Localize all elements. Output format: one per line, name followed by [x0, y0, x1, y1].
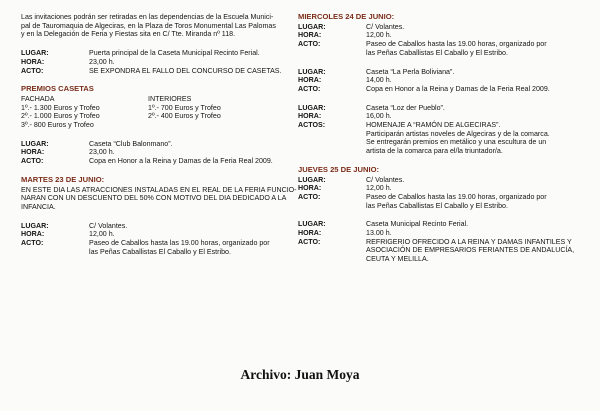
hora-label: HORA:: [298, 76, 322, 85]
hora-label: HORA:: [21, 57, 45, 66]
acto-value: [366, 193, 574, 210]
miercoles-heading: MIERCOLES 24 DE JUNIO:: [298, 12, 395, 21]
left-column: [21, 13, 297, 266]
acto-line: las Peñas Caballistas El Caballo y El Estribo.: [366, 201, 508, 210]
lugar-value: C/ Volantes.: [366, 175, 405, 184]
lugar-value: C/ Volantes.: [366, 22, 405, 31]
acto-value: Copa en Honor a la Reina y Damas de la Feria Real 2009.: [366, 84, 550, 93]
hora-label: HORA:: [298, 31, 322, 40]
lugar-label: LUGAR:: [298, 220, 326, 229]
hora-label: HORA:: [21, 230, 45, 239]
acto-line: Participarán artistas noveles de Algeciras y de la comarca.: [366, 129, 550, 138]
right-column: [298, 13, 574, 274]
martes-line: NARAN CON UN DESCUENTO DEL 50% CON MOTIVO DEL DIA DEDICADO A LA: [21, 194, 287, 203]
hora-value: 14,00 h.: [366, 76, 392, 85]
hora-label: HORA:: [298, 184, 322, 193]
hora-label: HORA:: [298, 229, 322, 238]
jueves-heading: JUEVES 25 DE JUNIO:: [298, 164, 380, 174]
event-block-miercoles-paseo: [298, 23, 574, 58]
acto-line: artista de la comarca para el/la triuntador/a.: [366, 147, 503, 156]
acto-label: ACTO:: [298, 40, 321, 49]
acto-line: Se entregarán premios en metálico y una escultura de un: [366, 138, 547, 147]
acto-line: las Peñas Caballistas El Caballo y El Estribo.: [89, 247, 231, 256]
acto-value: [366, 40, 574, 57]
acto-label: ACTO:: [21, 157, 44, 166]
intro-paragraph: [21, 13, 275, 39]
acto-label: ACTO:: [298, 237, 321, 246]
interiores-title: INTERIORES: [148, 94, 192, 103]
acto-line: REFRIGERIO OFRECIDO A LA REINA Y DAMAS INFANTILES Y: [366, 237, 572, 246]
lugar-label: LUGAR:: [298, 175, 326, 184]
hora-value: 23,00 h.: [89, 148, 115, 157]
fachada-prize: 3º.- 800 Euros y Trofeo: [21, 121, 94, 130]
acto-label: ACTO:: [298, 84, 321, 93]
premios-casetas-heading: PREMIOS CASETAS: [21, 84, 94, 94]
lugar-label: LUGAR:: [298, 67, 326, 76]
event-block-refrigerio: [298, 220, 574, 264]
martes-paragraph: [21, 185, 297, 212]
acto-line: HOMENAJE A “RAMÓN DE ALGECIRAS”.: [366, 121, 501, 130]
fachada-prize: 1º.- 1.300 Euros y Trofeo: [21, 103, 100, 112]
acto-value: [366, 238, 574, 264]
acto-value: [366, 121, 574, 156]
event-block-loz-der-pueblo: [298, 104, 574, 156]
martes-heading: MARTES 23 DE JUNIO:: [21, 174, 105, 184]
acto-label: ACTO:: [21, 66, 44, 75]
intro-line: pal de Tauromaquia de Algeciras, en la Plaza de Toros Monumental Las Palomas: [21, 21, 276, 30]
acto-line: CEUTA Y MELILLA.: [366, 255, 429, 264]
fachada-title: FACHADA: [21, 94, 55, 103]
lugar-label: LUGAR:: [21, 139, 49, 148]
acto-line: Paseo de Caballos hasta las 19.00 horas, organizado por: [366, 192, 547, 201]
fachada-column: [21, 95, 148, 130]
interiores-prize: 2º.- 400 Euros y Trofeo: [148, 112, 221, 121]
lugar-label: LUGAR:: [21, 221, 49, 230]
lugar-value: Puerta principal de la Caseta Municipal Recinto Ferial.: [89, 49, 260, 58]
lugar-label: LUGAR:: [21, 49, 49, 58]
hora-value: 16,00 h.: [366, 112, 392, 121]
prizes-table: [21, 95, 275, 130]
actos-label: ACTOS:: [298, 121, 326, 130]
hora-value: 12,00 h.: [366, 31, 392, 40]
acto-value: [89, 239, 275, 256]
hora-value: 23,00 h.: [89, 57, 115, 66]
hora-label: HORA:: [298, 112, 322, 121]
acto-label: ACTO:: [21, 239, 44, 248]
event-block-martes-paseo: [21, 222, 275, 257]
event-block-perla-boliviana: [298, 68, 574, 94]
lugar-value: C/ Volantes.: [89, 221, 128, 230]
interiores-prize: 1º.- 700 Euros y Trofeo: [148, 103, 221, 112]
lugar-label: LUGAR:: [298, 103, 326, 112]
lugar-value: Caseta “Club Balonmano”.: [89, 139, 173, 148]
hora-value: 12,00 h.: [89, 230, 115, 239]
lugar-value: Caseta “Loz der Pueblo”.: [366, 103, 445, 112]
hora-label: HORA:: [21, 148, 45, 157]
intro-line: Las invitaciones podrán ser retiradas en las dependencias de la Escuela Munici-: [21, 13, 274, 21]
interiores-column: [148, 95, 275, 130]
event-block-club-balonmano: [21, 140, 275, 166]
intro-line: y en la Delegación de Feria y Fiestas sita en C/ Tte. Miranda nº 118.: [21, 30, 236, 39]
fachada-prize: 2º.- 1.000 Euros y Trofeo: [21, 112, 100, 121]
acto-label: ACTO:: [298, 192, 321, 201]
lugar-value: Caseta Municipal Recinto Ferial.: [366, 220, 469, 229]
martes-line: EN ESTE DIA LAS ATRACCIONES INSTALADAS EN EL REAL DE LA FERIA FUNCIO-: [21, 185, 297, 194]
acto-line: las Peñas Caballistas El Caballo y El Estribo.: [366, 48, 508, 57]
event-block-caseta-municipal: [21, 49, 282, 75]
acto-line: Paseo de Caballos hasta las 19.00 horas, organizado por: [89, 239, 270, 248]
acto-line: Paseo de Caballos hasta las 19.00 horas, organizado por: [366, 40, 547, 49]
hora-value: 12,00 h.: [366, 184, 392, 193]
hora-value: 13.00 h.: [366, 229, 392, 238]
archive-credit: Archivo: Juan Moya: [240, 367, 360, 382]
event-block-jueves-paseo: [298, 176, 574, 211]
martes-line: INFANCIA.: [21, 202, 56, 211]
acto-value: Copa en Honor a la Reina y Damas de la Feria Real 2009.: [89, 157, 273, 166]
lugar-label: LUGAR:: [298, 22, 326, 31]
lugar-value: Caseta “La Perla Boliviana”.: [366, 67, 455, 76]
acto-line: ASOCIACIÓN DE EMPRESARIOS FERIANTES DE ANDALUCÍA,: [366, 246, 575, 255]
acto-value: SE EXPONDRA EL FALLO DEL CONCURSO DE CASETAS.: [89, 66, 282, 75]
